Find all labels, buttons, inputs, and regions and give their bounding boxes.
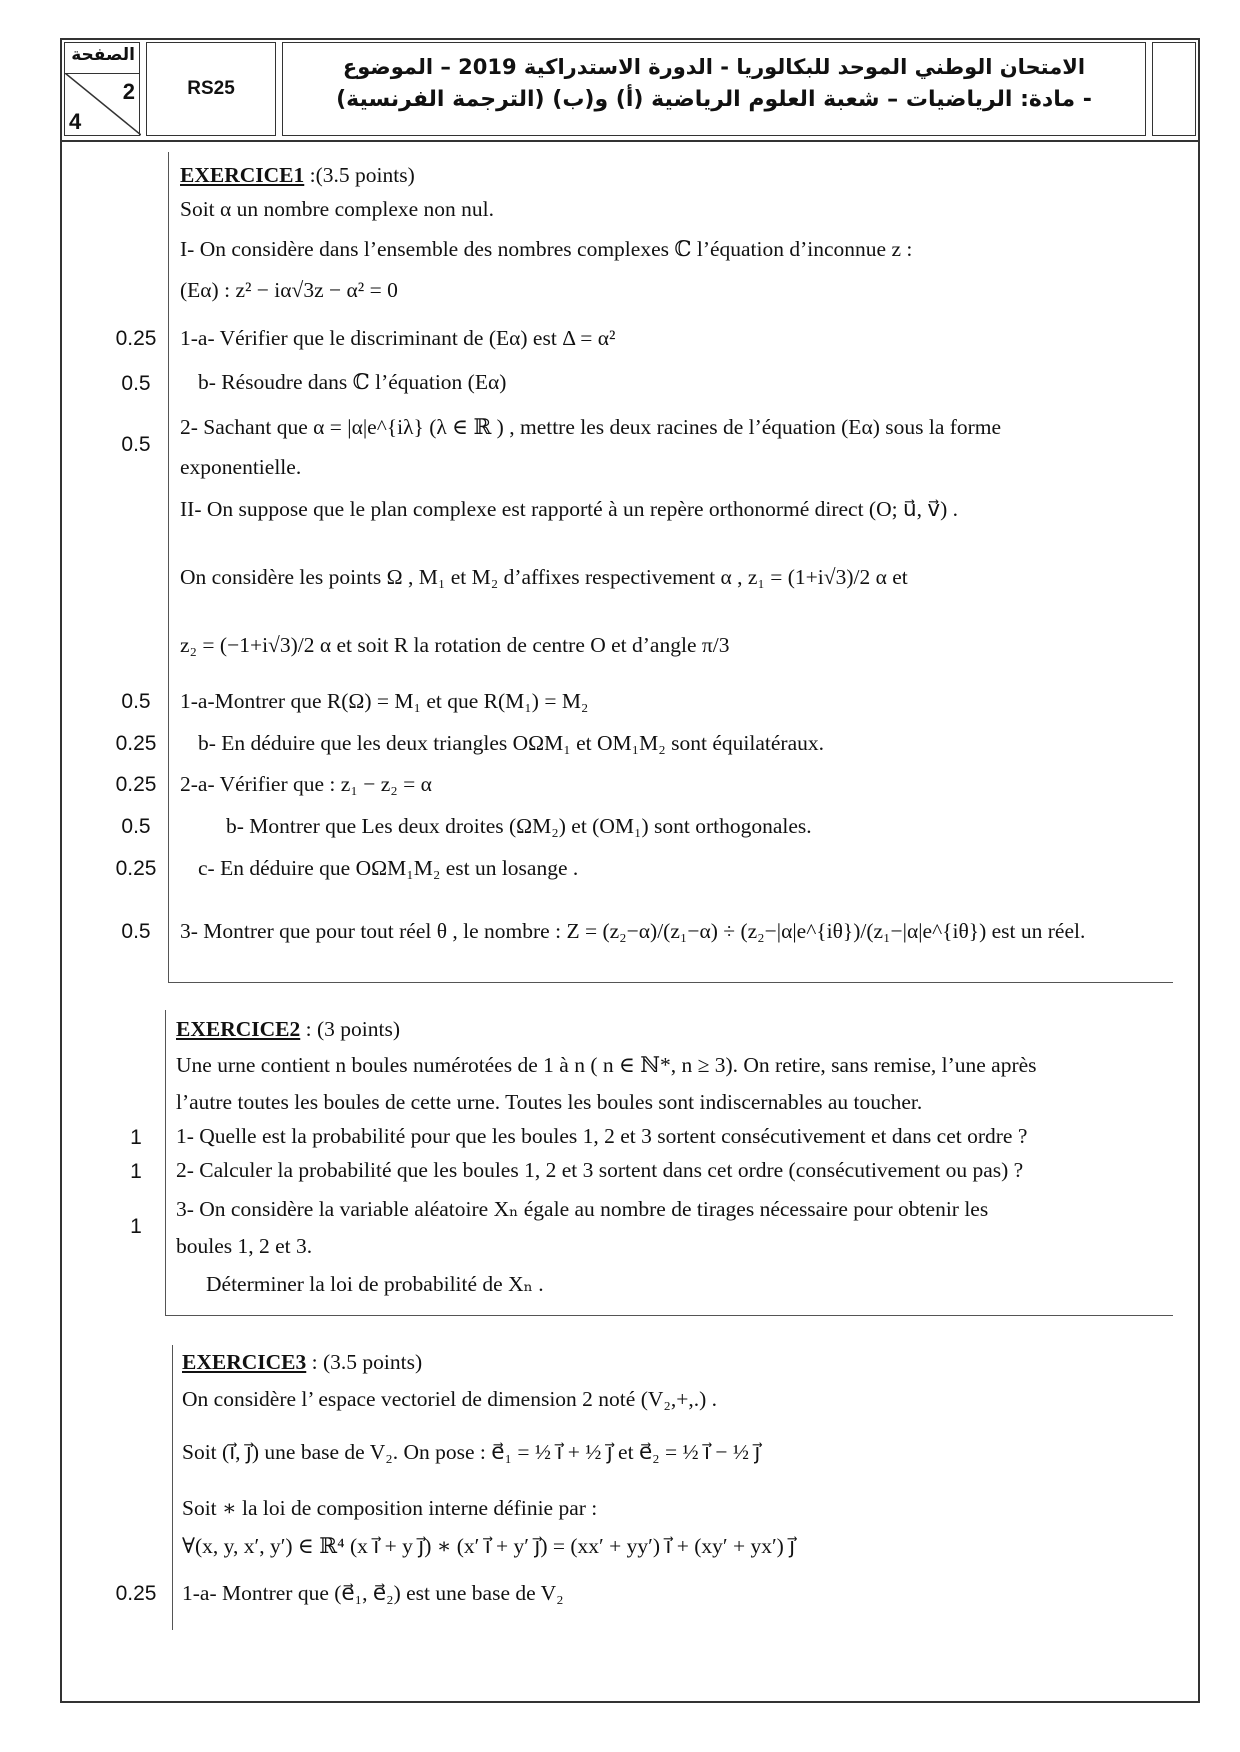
ex1-z2-def: z₂ = (−1+i√3)/2 α et soit R la rotation de centre O et d’angle π/3 (180, 633, 730, 657)
ex1-part2: II- On suppose que le plan complexe est rapporté à un repère orthonormé direct (O; u⃗, v⃗) . (180, 497, 958, 521)
ex3-points: : (3.5 points) (311, 1350, 423, 1374)
ex2-bottom-rule (165, 1315, 1173, 1316)
ex3-l1: On considère l’ espace vectoriel de dimension 2 noté (V₂,+,.) . (182, 1387, 718, 1411)
ex1-ii3: 3- Montrer que pour tout réel θ , le nombre : Z = (z₂−α)/(z₁−α) ÷ (z₂−|α|e^{iθ})/(z₁−|α|e^{iθ}) est un réel. (180, 919, 1086, 943)
exam-title-line2: - مادة: الرياضيات – شعبة العلوم الرياضية (أ) و(ب) (الترجمة الفرنسية) (336, 87, 1092, 112)
ex2-q3c: Déterminer la loi de probabilité de Xₙ . (206, 1272, 544, 1296)
ex2-title: EXERCICE2 (176, 1017, 301, 1041)
ex1-points-def: On considère les points Ω , M₁ et M₂ d’affixes respectivement α , z₁ = (1+i√3)/2 α et (180, 565, 908, 589)
mark-ex2-q1: 1 (130, 1126, 142, 1149)
ex1-ii2c: c- En déduire que OΩM₁M₂ est un losange . (198, 856, 579, 880)
mark-ex1-q1b: 0.5 (121, 372, 151, 395)
ex3-l3: Soit ∗ la loi de composition interne définie par : (182, 1496, 598, 1520)
ex1-ii2b: b- Montrer que Les deux droites (ΩM₂) et (OM₁) sont orthogonales. (226, 814, 812, 838)
mark-ex1-ii1b: 0.25 (115, 732, 157, 755)
ex1-ii2a: 2-a- Vérifier que : z₁ − z₂ = α (180, 772, 432, 796)
ex2-intro-2: l’autre toutes les boules de cette urne. Toutes les boules sont indiscernables au toucher. (176, 1090, 923, 1114)
ex1-q2b: exponentielle. (180, 455, 302, 479)
ex2-points: : (3 points) (305, 1017, 400, 1041)
page-label: الصفحة (71, 45, 135, 65)
ex3-title: EXERCICE3 (182, 1350, 307, 1374)
ex3-heading (182, 1350, 422, 1376)
ex2-q1: 1- Quelle est la probabilité pour que les boules 1, 2 et 3 sortent consécutivement et dans cet ordre ? (176, 1124, 1028, 1148)
ex2-q2: 2- Calculer la probabilité que les boules 1, 2 et 3 sortent dans cet ordre (consécutivement ou pas) ? (176, 1158, 1024, 1182)
ex1-points: :(3.5 points) (309, 163, 415, 187)
subject-code: RS25 (146, 42, 276, 136)
mark-ex1-ii2b: 0.5 (121, 815, 151, 838)
ex1-q2: 2- Sachant que α = |α|e^{iλ} (λ ∈ ℝ ) , mettre les deux racines de l’équation (Eα) sous la forme (180, 415, 1002, 439)
mark-ex1-q1a: 0.25 (115, 327, 157, 350)
ex3-l4: ∀(x, y, x′, y′) ∈ ℝ⁴ (x i⃗ + y j⃗) ∗ (x′ i⃗ + y′ j⃗) = (xx′ + yy′) i⃗ + (xy′ + yx′) j⃗ (182, 1534, 796, 1558)
mark-ex3-q1a: 0.25 (115, 1582, 157, 1605)
mark-ex2-q3: 1 (130, 1215, 142, 1238)
ex1-equation: (Eα) : z² − iα√3z − α² = 0 (180, 278, 398, 302)
mark-ex1-q2: 0.5 (121, 433, 151, 456)
ex2-intro-1: Une urne contient n boules numérotées de 1 à n ( n ∈ ℕ*, n ≥ 3). On retire, sans remise, l’une après (176, 1053, 1037, 1077)
ex1-ii1a: 1-a-Montrer que R(Ω) = M₁ et que R(M₁) = M₂ (180, 689, 589, 713)
mark-ex1-ii1a: 0.5 (121, 690, 151, 713)
page-total: 4 (69, 109, 82, 134)
ex2-heading (176, 1017, 400, 1043)
ex1-q1b: b- Résoudre dans ℂ l’équation (Eα) (198, 370, 507, 394)
ex1-part1: I- On considère dans l’ensemble des nombres complexes ℂ l’équation d’inconnue z : (180, 237, 913, 261)
ex3-l2: Soit (i⃗, j⃗) une base de V₂. On pose : e⃗₁ = ½ i⃗ + ½ j⃗ et e⃗₂ = ½ i⃗ − ½ j⃗ (182, 1440, 761, 1464)
mark-ex1-ii2c: 0.25 (115, 857, 157, 880)
ex1-heading (180, 163, 415, 189)
exam-title-line1: الامتحان الوطني الموحد للبكالوريا - الدورة الاستدراكية 2019 – الموضوع (342, 55, 1086, 79)
mark-ex1-ii3: 0.5 (121, 920, 151, 943)
mark-ex2-q2: 1 (130, 1160, 142, 1183)
ex1-ii1b: b- En déduire que les deux triangles OΩM₁ et OM₁M₂ sont équilatéraux. (198, 731, 824, 755)
mark-ex1-ii2a: 0.25 (115, 773, 157, 796)
ex1-bottom-rule (168, 982, 1173, 983)
page-number: 2 (122, 79, 135, 104)
ex3-q1a: 1-a- Montrer que (e⃗₁, e⃗₂) est une base de V₂ (182, 1581, 564, 1605)
ex2-q3: 3- On considère la variable aléatoire Xₙ égale au nombre de tirages nécessaire pour obtenir les (176, 1197, 989, 1221)
ex2-q3b: boules 1, 2 et 3. (176, 1234, 313, 1258)
ex1-intro: Soit α un nombre complexe non nul. (180, 197, 495, 221)
ex1-q1a: 1-a- Vérifier que le discriminant de (Eα) est Δ = α² (180, 326, 616, 350)
ex1-title: EXERCICE1 (180, 163, 305, 187)
